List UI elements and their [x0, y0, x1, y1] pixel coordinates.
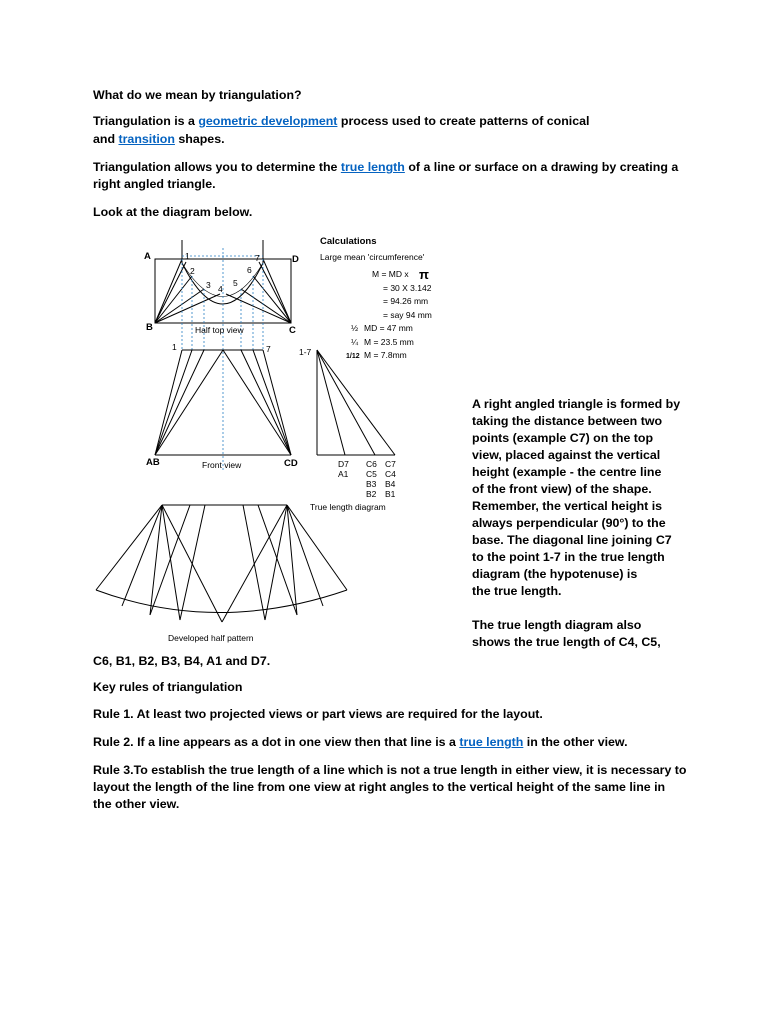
transition-link[interactable]: transition [118, 132, 175, 146]
side-line: base. The diagonal line joining C7 [472, 533, 672, 547]
label-1: 1 [185, 251, 190, 261]
paragraph-true-length-line2: right angled triangle. [93, 177, 216, 191]
side-line: A right angled triangle is formed by [472, 397, 681, 411]
intro-text-4: shapes. [174, 132, 225, 146]
label-B1: B1 [385, 489, 396, 499]
intro-text-2: process used to create patterns of conical [337, 114, 590, 128]
calc-twelfth-fraction: 1/12 [346, 353, 360, 360]
label-CD: CD [284, 458, 298, 469]
side-line: points (example C7) on the top [472, 431, 654, 445]
label-3: 3 [206, 280, 211, 290]
calc-pi: π [419, 267, 429, 282]
calc-subtitle: Large mean 'circumference' [320, 252, 425, 262]
key-rules-heading: Key rules of triangulation [93, 680, 243, 694]
rule2-true-length-link[interactable]: true length [459, 735, 524, 749]
rule-2 [93, 734, 628, 751]
label-D7: D7 [338, 459, 349, 469]
label-front-7: 7 [266, 344, 271, 354]
label-B4: B4 [385, 479, 396, 489]
label-C4: C4 [385, 469, 396, 479]
intro-text-1: Triangulation is a [93, 114, 199, 128]
label-front-view: Front view [202, 460, 242, 470]
side-line: the true length. [472, 584, 562, 598]
side-paragraph-2 [472, 617, 661, 651]
side-line: taking the distance between two [472, 414, 663, 428]
side-line: of the front view) of the shape. [472, 482, 652, 496]
label-true-length-diagram: True length diagram [310, 502, 386, 512]
label-1-7: 1-7 [299, 347, 312, 357]
label-A1: A1 [338, 469, 349, 479]
label-B3: B3 [366, 479, 377, 489]
label-4: 4 [218, 284, 223, 294]
calc-title: Calculations [320, 236, 377, 247]
tl-text-1: Triangulation allows you to determine the [93, 160, 341, 174]
label-A: A [144, 251, 151, 262]
page-heading: What do we mean by triangulation? [93, 88, 302, 102]
label-B2: B2 [366, 489, 377, 499]
side-paragraph [472, 396, 680, 600]
label-B: B [146, 322, 153, 333]
calc-line1: M = MD x [372, 269, 409, 279]
paragraph-intro [93, 113, 589, 130]
calc-line3: = 94.26 mm [383, 296, 429, 306]
paragraph-intro-line2 [93, 131, 225, 148]
top-view-rect [155, 259, 291, 323]
label-2: 2 [190, 266, 195, 276]
calc-half-fraction: ½ [351, 323, 359, 333]
top-view-radials [155, 259, 291, 323]
label-5: 5 [233, 278, 238, 288]
rule3-line: the other view. [93, 797, 180, 811]
rule2-text-1: Rule 2. If a line appears as a dot in one view then that line is a [93, 735, 460, 749]
geometric-development-link[interactable]: geometric development [198, 114, 338, 128]
side-line: shows the true length of C4, C5, [472, 635, 661, 649]
label-AB: AB [146, 457, 160, 468]
projection-lines [182, 248, 263, 470]
rule-3 [93, 762, 687, 813]
top-view-arc [182, 263, 263, 304]
tl-text-2: of a line or surface on a drawing by creating a [404, 160, 679, 174]
label-D: D [292, 254, 299, 265]
side-line: height (example - the centre line [472, 465, 662, 479]
label-C6: C6 [366, 459, 377, 469]
paragraph-true-length [93, 159, 678, 176]
true-length-triangle [317, 350, 395, 455]
side-line: view, placed against the vertical [472, 448, 661, 462]
side-line: The true length diagram also [472, 618, 642, 632]
side-line: Remember, the vertical height is [472, 499, 663, 513]
label-front-1: 1 [172, 342, 177, 352]
intro-text-3: and [93, 132, 119, 146]
true-length-link[interactable]: true length [340, 160, 405, 174]
rule2-text-2: in the other view. [523, 735, 628, 749]
front-view-lines [155, 350, 291, 455]
label-half-top-view: Half top view [195, 325, 244, 335]
rule3-line: layout the length of the line from one view at right angles to the vertical height of the same line in [93, 780, 666, 794]
calc-half: MD = 47 mm [364, 323, 413, 333]
paragraph-look: Look at the diagram below. [93, 205, 253, 219]
label-7: 7 [255, 253, 260, 263]
label-developed-half-pattern: Developed half pattern [168, 633, 254, 643]
calc-line4: = say 94 mm [383, 310, 432, 320]
continuation-line: C6, B1, B2, B3, B4, A1 and D7. [93, 654, 271, 668]
developed-half-pattern [96, 505, 347, 622]
side-line: always perpendicular (90°) to the [472, 516, 666, 530]
label-C7: C7 [385, 459, 396, 469]
label-C: C [289, 325, 296, 336]
rule3-line: Rule 3.To establish the true length of a line which is not a true length in either view, it is necessary to [93, 763, 687, 777]
side-line: diagram (the hypotenuse) is [472, 567, 638, 581]
top-view-inner-arc [182, 263, 263, 297]
calc-twelfth: M = 7.8mm [364, 350, 407, 360]
calc-line2: = 30 X 3.142 [383, 283, 432, 293]
side-line: to the point 1-7 in the true length [472, 550, 665, 564]
rule-1: Rule 1. At least two projected views or part views are required for the layout. [93, 707, 543, 721]
calc-quarter: M = 23.5 mm [364, 337, 414, 347]
label-C5: C5 [366, 469, 377, 479]
calc-quarter-fraction: ¼ [351, 337, 359, 347]
label-6: 6 [247, 265, 252, 275]
